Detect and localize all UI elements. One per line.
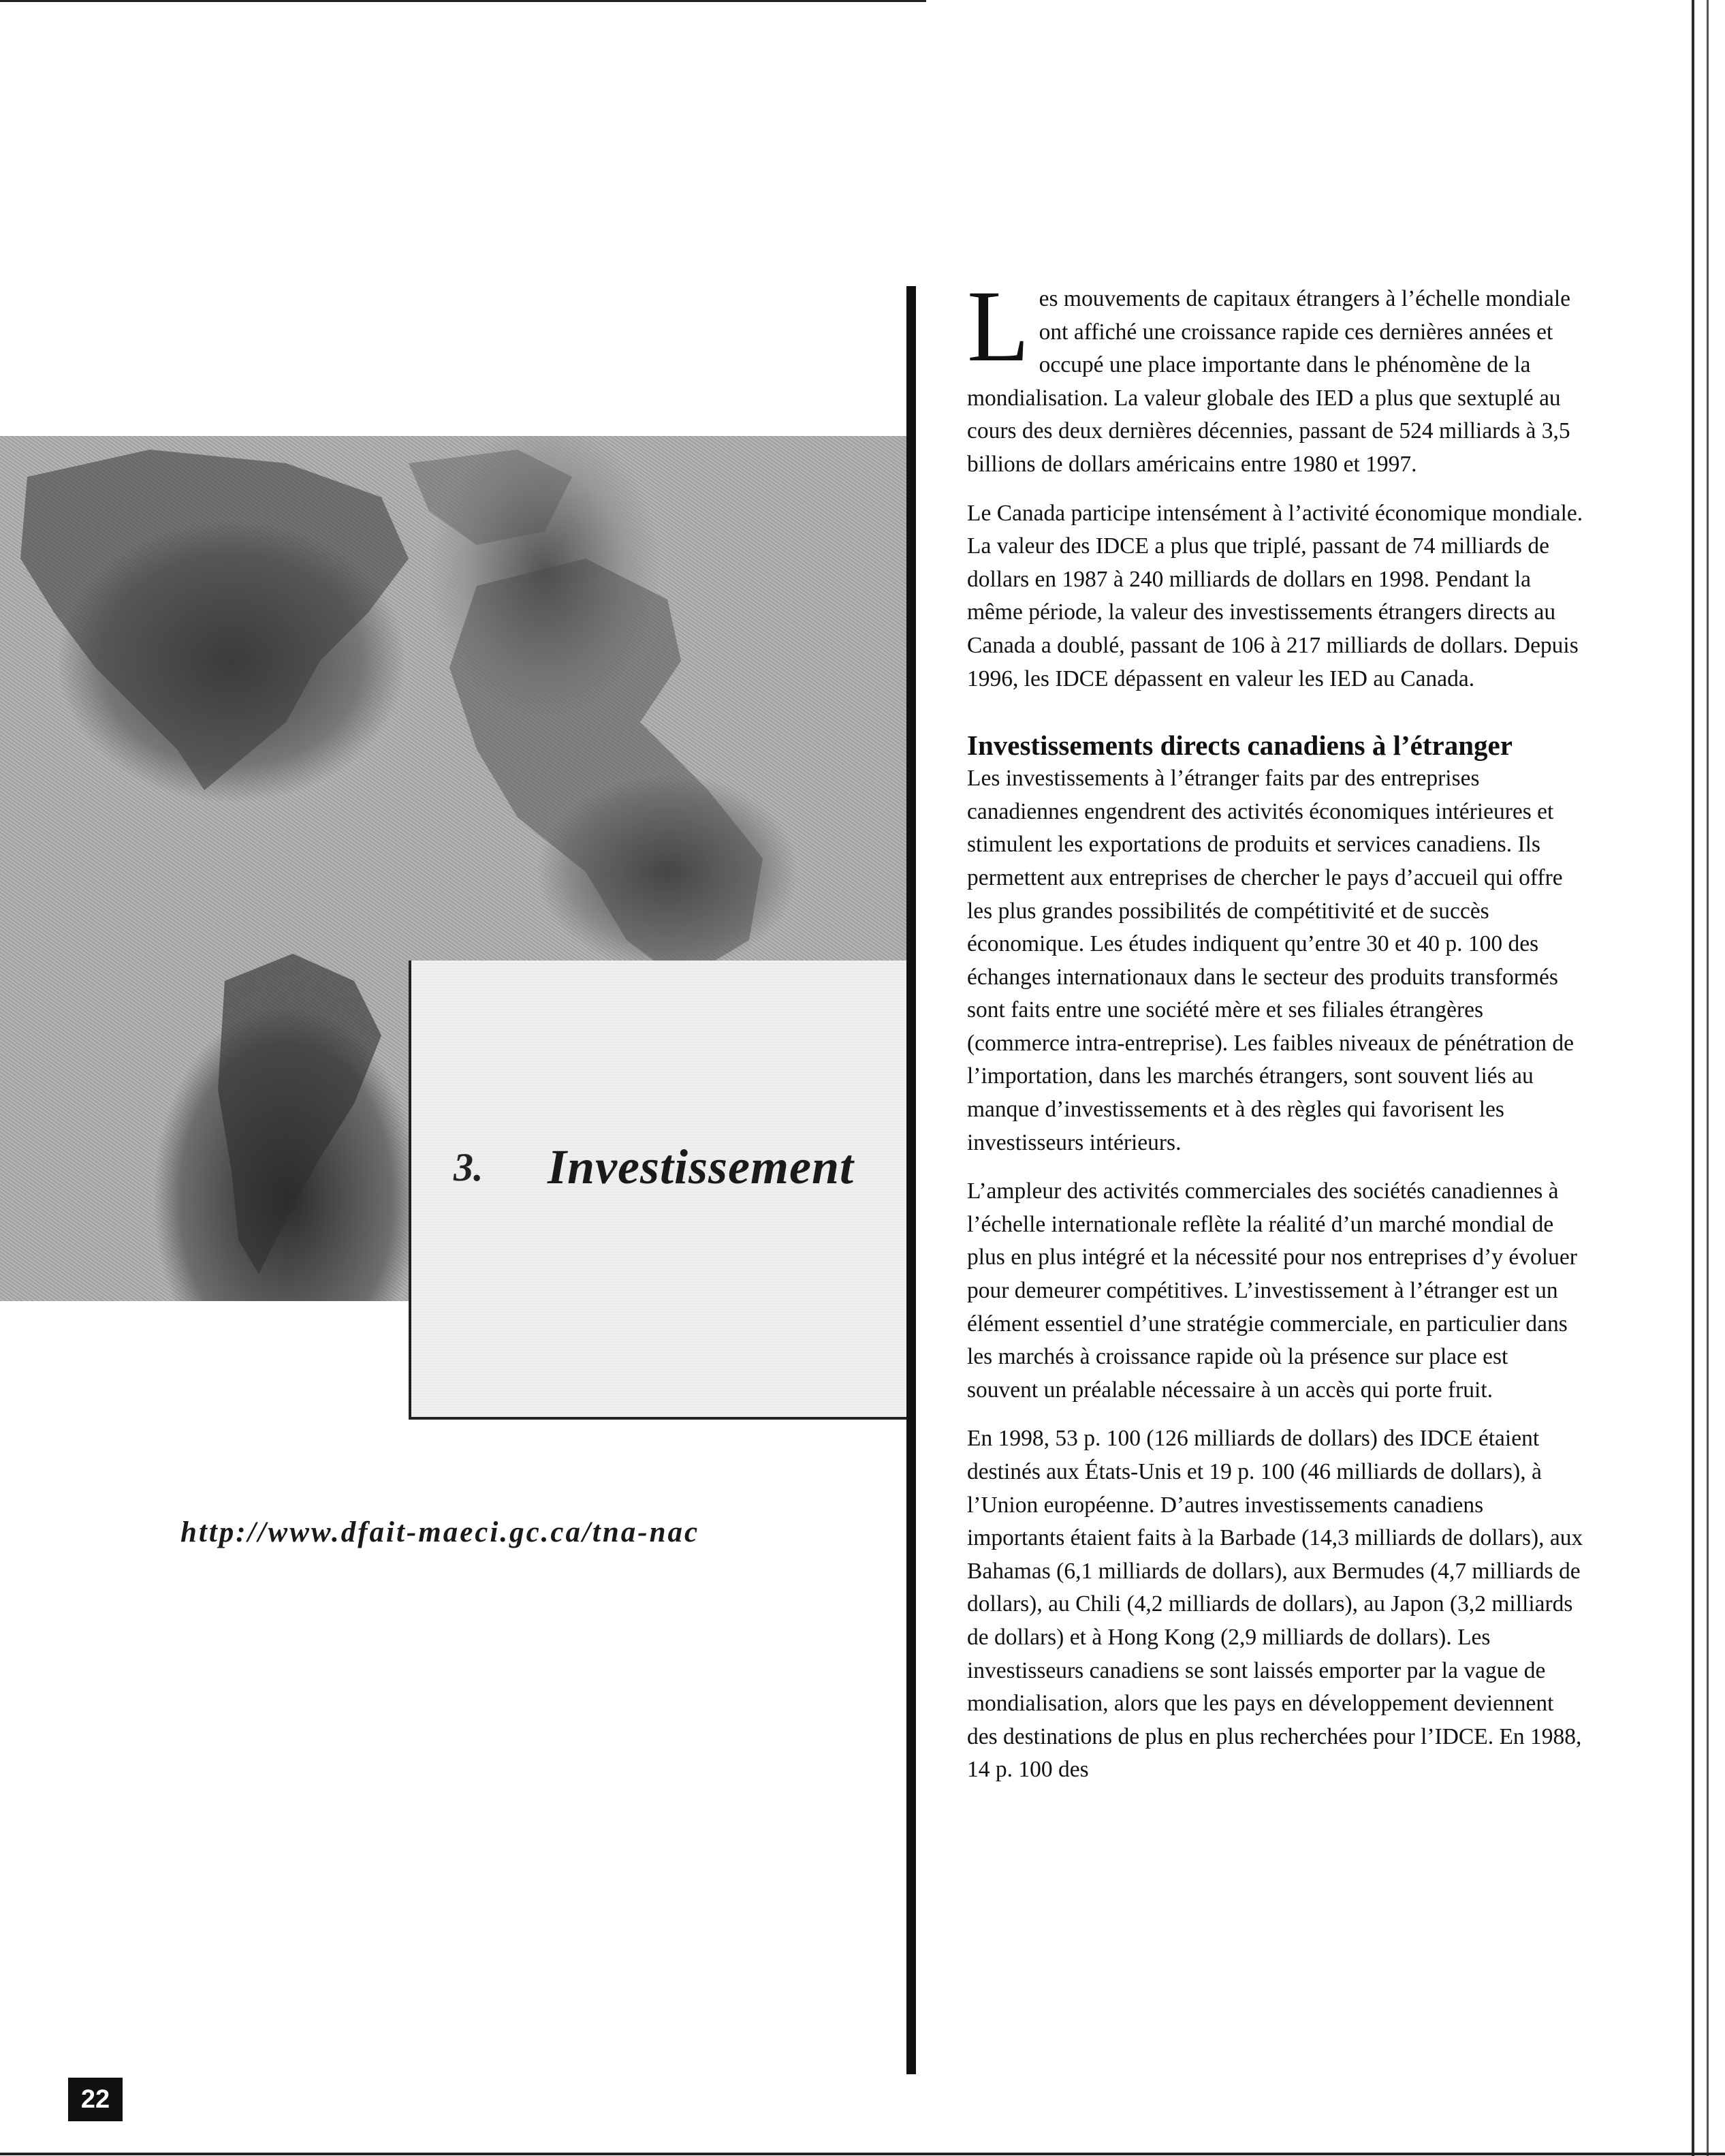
north-america-shape [20, 450, 409, 790]
section-heading: Investissements directs canadiens à l’étranger [967, 730, 1513, 762]
chapter-title-box [409, 960, 915, 1420]
bottom-rule [0, 2153, 1725, 2155]
paragraph-investments: Les investissements à l’étranger faits par des entreprises canadiennes engendrent des activités économiques intérieures et stimulent les exportations de produits et services canadiens. Ils permettent aux entreprises de chercher le pays d’accueil qui offre les plus grandes possibilités de compétitivité et de succès économique. Les études indiquent qu’entre 30 et 40 p. 100 des échanges internationaux dans le secteur des produits transformés sont faits entre une société mère et ses filiales étrangères (commerce intra-entreprise). Les faibles niveaux de pénétration de l’importation, dans les marchés étrangers, sont souvent liés au manque d’investissements et à des règles qui favorisent les investisseurs intérieurs. [967, 766, 1574, 1155]
column-divider-bar [906, 286, 916, 2074]
intro-paragraph [967, 270, 1583, 482]
paragraph-canada: Le Canada participe intensément à l’activité économique mondiale. La valeur des IDCE a plus que triplé, passant de 74 milliards de dollars en 1987 à 240 milliards de dollars en 1998. Pendant la même période, la valeur des investissements étrangers directs au Canada a doublé, passant de 106 à 217 milliards de dollars. Depuis 1996, les IDCE dépassent en valeur les IED au Canada. [967, 500, 1583, 691]
page-number: 22 [68, 2078, 123, 2121]
chapter-number: 3. [454, 1145, 484, 1189]
page-edge-line-outer [1707, 0, 1709, 2156]
main-text-column [967, 270, 1583, 1802]
intro-text: es mouvements de capitaux étrangers à l’échelle mondiale ont affiché une croissance rapide ces dernières années et occupé une place importante dans le phénomène de la mondialisation. La valeur globale des IED a plus que sextuplé au cours des deux dernières décennies, passant de 524 milliards à 3,5 billions de dollars américains entre 1980 et 1997. [967, 286, 1571, 477]
drop-cap: L [967, 270, 1030, 383]
chapter-title: Investissement [548, 1140, 855, 1194]
south-america-shape [218, 954, 381, 1274]
greenland-shape [409, 450, 572, 545]
top-rule [0, 0, 926, 2]
paragraph-scope: L’ampleur des activités commerciales des sociétés canadiennes à l’échelle internationale reflète la réalité d’un marché mondial de plus en plus intégré et la nécessité pour nos entreprises d’y évoluer pour demeurer compétitives. L’investissement à l’étranger est un élément essentiel d’une stratégie commerciale, en particulier dans les marchés à croissance rapide où la présence sur place est souvent un préalable nécessaire à un accès qui porte fruit. [967, 1178, 1577, 1403]
paragraph-1998: En 1998, 53 p. 100 (126 milliards de dollars) des IDCE étaient destinés aux États-Unis et 19 p. 100 (46 milliards de dollars), à l’Union européenne. D’autres investissements canadiens importants étaient faits à la Barbade (14,3 milliards de dollars), aux Bahamas (6,1 milliards de dollars), aux Bermudes (4,7 milliards de dollars), au Chili (4,2 milliards de dollars), au Japon (3,2 milliards de dollars) et à Hong Kong (2,9 milliards de dollars). Les investisseurs canadiens se sont laissés emporter par la vague de mondialisation, alors que les pays en développement deviennent des destinations de plus en plus recherchées pour l’IDCE. En 1988, 14 p. 100 des [967, 1426, 1583, 1783]
europe-africa-shape [449, 559, 763, 981]
page-edge-line [1692, 0, 1694, 2156]
website-url[interactable]: http://www.dfait-maeci.gc.ca/tna-nac [180, 1516, 700, 1548]
